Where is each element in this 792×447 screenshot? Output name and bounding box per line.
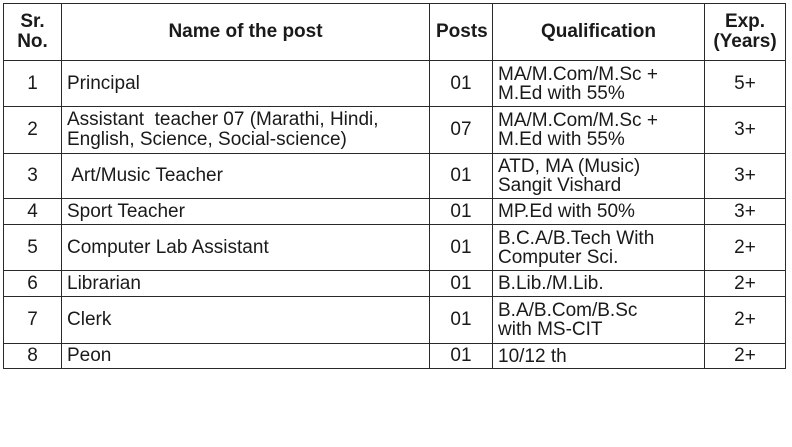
cell-posts: 01 (430, 61, 493, 107)
cell-post-name-line: Computer Lab Assistant (67, 236, 269, 258)
cell-qualification-line: MA/M.Com/M.Sc + (498, 63, 658, 85)
cell-sr-no: 3 (4, 154, 62, 199)
cell-post-name-line: Librarian (67, 272, 141, 294)
table-row (4, 199, 786, 225)
cell-post-name (62, 271, 430, 297)
cell-sr-no: 8 (4, 344, 62, 369)
cell-sr-no: 7 (4, 297, 62, 344)
table-row (4, 271, 786, 297)
cell-qualification-line: 10/12 th (498, 345, 567, 367)
cell-posts: 01 (430, 199, 493, 225)
header-exp-line2: (Years) (713, 31, 777, 52)
cell-posts: 01 (430, 225, 493, 271)
cell-experience: 2+ (705, 344, 786, 369)
cell-qualification-line: MA/M.Com/M.Sc + (498, 110, 658, 131)
cell-sr-no: 5 (4, 225, 62, 271)
cell-experience: 2+ (705, 225, 786, 271)
cell-post-name (62, 107, 430, 154)
cell-sr-no: 4 (4, 199, 62, 225)
table-row (4, 225, 786, 271)
cell-posts: 01 (430, 344, 493, 369)
header-sr-line2: No. (17, 31, 48, 52)
cell-experience: 3+ (705, 107, 786, 154)
cell-qualification (493, 225, 705, 271)
header-sr-line1: Sr. (20, 11, 45, 32)
cell-sr-no: 6 (4, 271, 62, 297)
table-row (4, 61, 786, 107)
cell-qualification-line: Sangit Vishard (498, 175, 622, 196)
cell-qualification-line: with MS-CIT (498, 319, 603, 340)
header-qualification: Qualification (493, 4, 705, 61)
table-row (4, 344, 786, 369)
header-posts: Posts (430, 4, 493, 61)
cell-post-name-line: English, Science, Social-science) (67, 129, 347, 150)
header-name-of-post: Name of the post (62, 4, 430, 61)
header-row (4, 4, 786, 61)
cell-experience: 3+ (705, 154, 786, 199)
cell-post-name-line: Art/Music Teacher (67, 165, 223, 186)
cell-posts: 01 (430, 154, 493, 199)
cell-qualification (493, 344, 705, 369)
cell-posts: 01 (430, 271, 493, 297)
cell-post-name (62, 297, 430, 344)
cell-post-name (62, 154, 430, 199)
cell-post-name-line: Sport Teacher (67, 200, 185, 222)
cell-experience: 5+ (705, 61, 786, 107)
cell-qualification (493, 154, 705, 199)
cell-qualification-line: B.C.A/B.Tech With (498, 227, 655, 249)
cell-experience: 2+ (705, 271, 786, 297)
cell-qualification (493, 199, 705, 225)
cell-qualification-line: B.Lib./M.Lib. (498, 273, 604, 294)
cell-post-name-line: Principal (67, 72, 140, 94)
cell-post-name (62, 344, 430, 369)
cell-post-name-line: Peon (67, 345, 112, 366)
cell-qualification-line: M.Ed with 55% (498, 82, 625, 104)
cell-experience: 2+ (705, 297, 786, 344)
table-row (4, 107, 786, 154)
cell-post-name (62, 199, 430, 225)
header-exp-line1: Exp. (724, 11, 766, 32)
cell-posts: 07 (430, 107, 493, 154)
header-experience (705, 4, 786, 61)
cell-sr-no: 1 (4, 61, 62, 107)
cell-qualification-line: M.Ed with 55% (498, 129, 625, 150)
cell-posts: 01 (430, 297, 493, 344)
cell-qualification-line: B.A/B.Com/B.Sc (498, 300, 638, 321)
cell-qualification (493, 271, 705, 297)
cell-post-name-line: Assistant teacher 07 (Marathi, Hindi, (67, 109, 379, 130)
cell-qualification-line: ATD, MA (Music) (498, 156, 641, 177)
cell-qualification-line: Computer Sci. (498, 246, 619, 268)
table-row (4, 154, 786, 199)
cell-qualification (493, 107, 705, 154)
table-body (4, 61, 786, 369)
cell-post-name (62, 61, 430, 107)
cell-post-name-line: Clerk (67, 309, 112, 330)
cell-sr-no: 2 (4, 107, 62, 154)
table-row (4, 297, 786, 344)
cell-post-name (62, 225, 430, 271)
cell-qualification (493, 297, 705, 344)
cell-qualification-line: MP.Ed with 50% (498, 201, 635, 222)
recruitment-table (3, 3, 786, 369)
header-sr-no (4, 4, 62, 61)
cell-qualification (493, 61, 705, 107)
cell-experience: 3+ (705, 199, 786, 225)
